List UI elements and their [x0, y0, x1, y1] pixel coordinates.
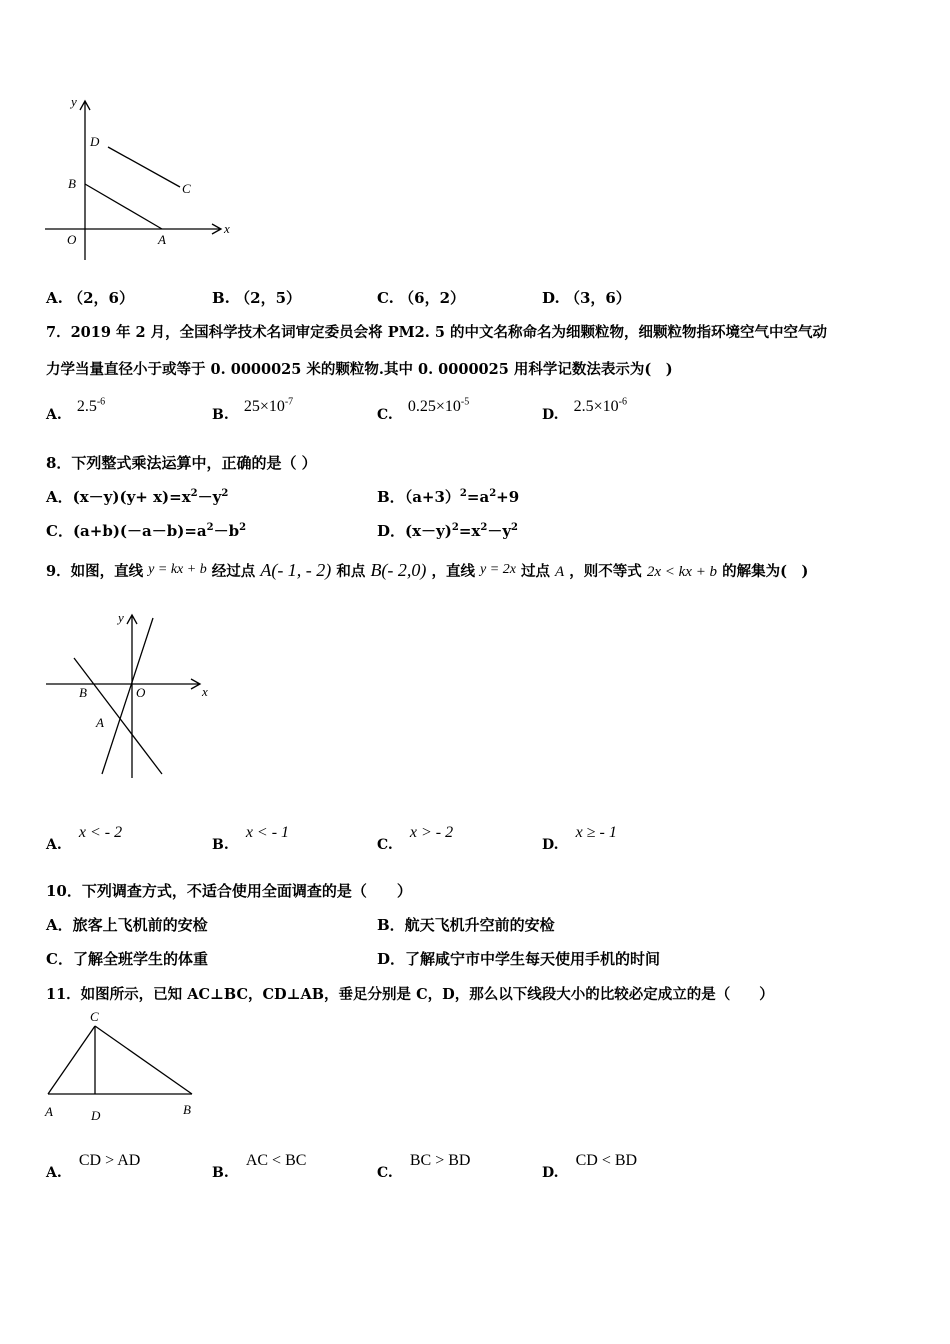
- q8-option-b: B．$(a+3)^2=a^2+9$: [377, 488, 520, 506]
- q9-line2-equation: y = 2x: [480, 562, 516, 577]
- q10-option-d: D．了解咸宁市中学生每天使用手机的时间: [377, 950, 661, 968]
- q8-stem: 8．下列整式乘法运算中，正确的是（ ）: [46, 454, 317, 472]
- q9-line-equation: y = kx + b: [148, 562, 207, 577]
- label-b: B: [68, 176, 76, 191]
- q11-option-c: C. BC > BD: [377, 1152, 471, 1181]
- q9-option-d: D. x ≥ - 1: [542, 824, 617, 853]
- label-y: y: [71, 94, 77, 109]
- q7-option-d: D. $2.5\times 10^{-6}$: [542, 396, 627, 423]
- label-a: A: [45, 1104, 53, 1119]
- q7-option-b: B. $25\times 10^{-7}$: [212, 396, 294, 423]
- q8-option-a: A．$(x-y)(y+ x)=x^2-y^2$: [46, 488, 229, 506]
- q6-option-b: B. （2，5）: [212, 289, 302, 307]
- q10-stem: 10．下列调查方式，不适合使用全面调查的是（ ）: [46, 882, 412, 900]
- segment-ba: [85, 184, 162, 229]
- q8-option-d: D．$(x-y)^2=x^2-y^2$: [377, 522, 519, 540]
- q11-option-a: A. CD > AD: [46, 1152, 141, 1181]
- q6-option-c: C. （6，2）: [377, 289, 466, 307]
- q9-inequality: 2x < kx + b: [646, 564, 718, 580]
- label-x: x: [202, 684, 208, 699]
- label-a: A: [158, 232, 166, 247]
- q7-option-a: A. $2.5^{-6}$: [46, 396, 106, 423]
- label-b: B: [183, 1102, 191, 1117]
- q7-stem-line1: 7．2019 年 2 月，全国科学技术名词审定委员会将 PM2. 5 的中文名称命名为细颗粒物，细颗粒物指环境空气中空气动: [46, 324, 827, 341]
- q7-option-c: C. $0.25\times 10^{-5}$: [377, 396, 470, 423]
- side-ac: [48, 1026, 95, 1094]
- label-c: C: [182, 181, 191, 196]
- side-bc: [95, 1026, 192, 1094]
- q6-option-d: D. （3，6）: [542, 289, 631, 307]
- q9-stem: 9．如图，直线 y = kx + b 经过点 A(- 1, - 2) 和点 B(- 2,0) ，直线 y = 2x 过点 A ，则不等式 2x < kx + b 的解集为( ): [46, 560, 809, 580]
- label-c: C: [90, 1009, 99, 1024]
- label-d: D: [91, 1108, 101, 1123]
- figure-q9-graph: [44, 606, 219, 782]
- label-y: y: [118, 610, 124, 625]
- label-x: x: [224, 221, 230, 236]
- q9-option-c: C. x > - 2: [377, 824, 454, 853]
- label-d: D: [90, 134, 100, 149]
- q9-point-a: A(- 1, - 2): [260, 560, 332, 580]
- line-y-kx-b: [74, 658, 162, 774]
- q6-option-a: A. （2，6）: [46, 289, 134, 307]
- q8-option-c: C．$(a+b)(-a-b)=a^2-b^2$: [46, 522, 247, 540]
- figure-q6-graph: [40, 92, 240, 264]
- q10-option-a: A．旅客上飞机前的安检: [46, 916, 208, 934]
- label-o: O: [136, 685, 146, 700]
- label-o: O: [67, 232, 77, 247]
- q9-option-a: A. x < - 2: [46, 824, 123, 853]
- q10-option-b: B．航天飞机升空前的安检: [377, 916, 555, 934]
- q9-option-b: B. x < - 1: [212, 824, 290, 853]
- label-a: A: [96, 715, 104, 730]
- label-b: B: [79, 685, 87, 700]
- q11-option-d: D. CD < BD: [542, 1152, 638, 1181]
- q9-point-b: B(- 2,0): [370, 560, 427, 580]
- q11-stem: 11．如图所示，已知 AC⊥BC，CD⊥AB，垂足分别是 C，D，那么以下线段大小的比较必定成立的是（ ）: [46, 986, 774, 1003]
- q11-option-b: B. AC < BC: [212, 1152, 307, 1181]
- q10-option-c: C．了解全班学生的体重: [46, 950, 208, 968]
- figure-q11-triangle: [40, 1006, 210, 1126]
- segment-dc: [108, 147, 180, 187]
- q7-stem-line2: 力学当量直径小于或等于 0. 0000025 米的颗粒物.其中 0. 0000025 用科学记数法表示为( ): [46, 361, 673, 378]
